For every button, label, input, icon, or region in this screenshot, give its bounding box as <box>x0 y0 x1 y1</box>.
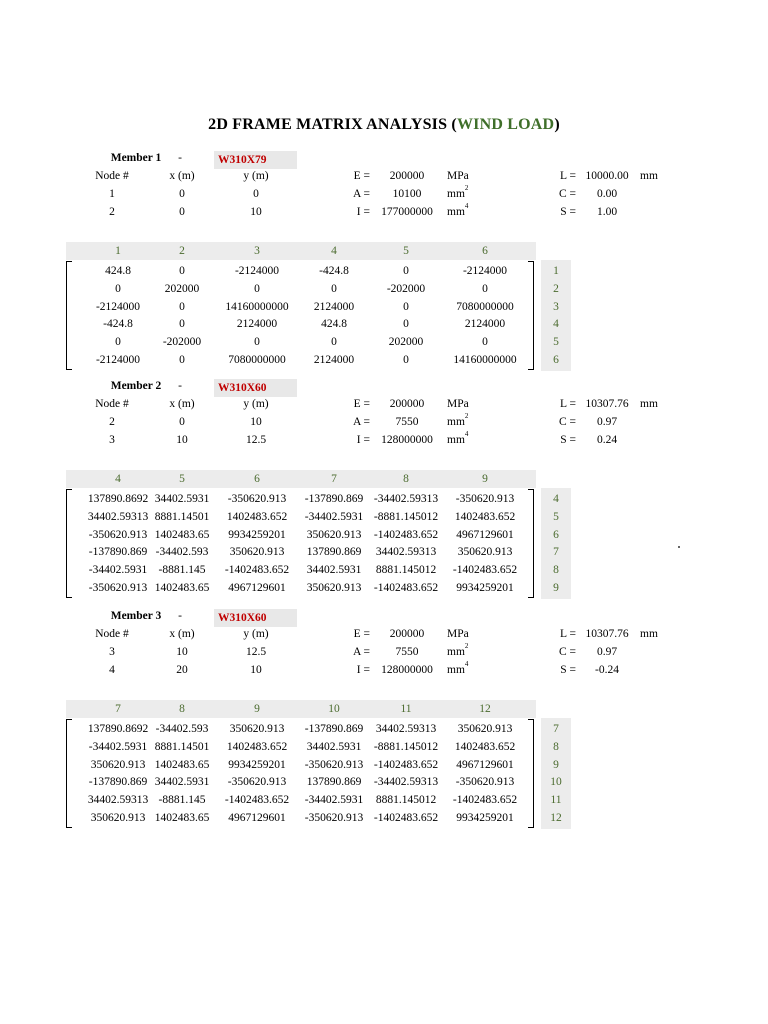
node-y: 10 <box>250 206 262 218</box>
node-y: 0 <box>253 188 259 200</box>
matrix-cell: -350620.913 <box>88 582 148 594</box>
matrix-cell: -202000 <box>386 282 426 295</box>
matrix-cell: 34402.59313 <box>87 510 149 523</box>
s-label: S = <box>560 434 576 446</box>
matrix-cell: 4967129601 <box>456 758 514 771</box>
matrix-cell: -34402.5931 <box>304 794 364 807</box>
matrix-cell: 9934259201 <box>456 812 514 824</box>
dof-side-label: 5 <box>553 510 559 523</box>
s-value: 0.24 <box>596 434 618 446</box>
member-label: Member 2 <box>110 380 162 392</box>
e-value: 200000 <box>389 398 425 410</box>
l-value: 10000.00 <box>585 170 629 182</box>
matrix-row <box>0 543 560 561</box>
i-unit-text: mm <box>447 664 465 676</box>
matrix-cell: 137890.869 <box>306 546 362 559</box>
matrix-cell: -34402.59313 <box>373 493 439 505</box>
matrix-cell: -137890.869 <box>88 546 148 559</box>
dof-header: 7 <box>331 473 337 485</box>
c-value: 0.97 <box>596 416 618 428</box>
a-value: 7550 <box>395 416 419 428</box>
matrix-cell: 137890.8692 <box>87 493 149 505</box>
i-label: I = <box>356 206 370 218</box>
matrix-cell: -8881.145 <box>158 794 206 807</box>
matrix-cell: -350620.913 <box>227 776 287 789</box>
dof-side-label: 9 <box>553 582 559 594</box>
dof-header: 4 <box>331 245 337 257</box>
dof-header-band <box>66 470 536 488</box>
matrix-cell: 350620.913 <box>457 546 513 559</box>
matrix-row <box>0 809 560 827</box>
matrix-cell: -350620.913 <box>304 812 364 824</box>
matrix-cell: 1402483.652 <box>226 510 288 523</box>
e-unit: MPa <box>447 628 469 640</box>
a-unit <box>447 184 487 200</box>
matrix-cell: 9934259201 <box>456 582 514 594</box>
node-x: 0 <box>179 416 185 428</box>
matrix-cell: 1402483.65 <box>154 758 210 771</box>
a-label: A = <box>352 188 370 200</box>
c-label: C = <box>558 416 576 428</box>
dof-header: 3 <box>254 245 260 257</box>
node-id: 2 <box>109 206 115 218</box>
member-dash: - <box>178 610 182 622</box>
dof-header: 5 <box>179 473 185 485</box>
matrix-cell: 0 <box>115 282 121 295</box>
node-x: 20 <box>176 664 188 676</box>
matrix-cell: 0 <box>115 336 121 349</box>
member-label: Member 3 <box>110 610 162 622</box>
matrix-cell: 1402483.65 <box>154 528 210 541</box>
x-col-header: x (m) <box>169 170 195 182</box>
c-label: C = <box>558 188 576 200</box>
i-value: 128000000 <box>381 434 433 446</box>
dof-header: 9 <box>482 473 488 485</box>
dof-side-label: 9 <box>553 758 559 771</box>
l-unit: mm <box>640 170 658 182</box>
matrix-cell: 14160000000 <box>453 354 517 366</box>
matrix-cell: 7080000000 <box>456 300 514 313</box>
matrix-cell: 1402483.652 <box>226 740 288 753</box>
matrix-cell: 0 <box>179 318 185 331</box>
matrix-cell: -2124000 <box>95 300 141 313</box>
node-id: 3 <box>109 434 115 446</box>
matrix-cell: -34402.593 <box>155 546 209 559</box>
matrix-cell: 2124000 <box>313 354 355 366</box>
dof-side-band <box>541 488 571 599</box>
i-unit-exponent: 4 <box>464 202 469 211</box>
a-unit-text: mm <box>447 188 465 200</box>
matrix-cell: 4967129601 <box>228 582 286 594</box>
i-value: 128000000 <box>381 664 433 676</box>
dof-side-label: 1 <box>553 265 559 277</box>
matrix-cell: -8881.145012 <box>373 740 439 753</box>
matrix-row <box>0 526 560 544</box>
e-label: E = <box>353 628 370 640</box>
matrix-cell: 4967129601 <box>228 812 286 824</box>
c-value: 0.00 <box>596 188 618 200</box>
i-unit <box>447 430 487 446</box>
matrix-cell: 9934259201 <box>228 528 286 541</box>
a-unit <box>447 642 487 658</box>
e-value: 200000 <box>389 170 425 182</box>
e-unit: MPa <box>447 398 469 410</box>
matrix-cell: 350620.913 <box>90 812 146 824</box>
s-value: -0.24 <box>595 664 619 676</box>
x-col-header: x (m) <box>169 398 195 410</box>
matrix-row <box>0 351 560 369</box>
matrix-cell: 350620.913 <box>90 758 146 771</box>
matrix-cell: 0 <box>179 300 185 313</box>
node-id: 4 <box>109 664 115 676</box>
node-y: 12.5 <box>245 646 267 658</box>
matrix-cell: 8881.14501 <box>154 740 210 753</box>
node-col-header: Node # <box>95 398 129 410</box>
matrix-cell: 0 <box>403 265 409 277</box>
a-value: 10100 <box>392 188 422 200</box>
i-unit <box>447 202 487 218</box>
l-label: L = <box>560 628 576 640</box>
dof-header: 12 <box>479 703 491 715</box>
x-col-header: x (m) <box>169 628 195 640</box>
dof-side-label: 7 <box>553 546 559 559</box>
dof-header: 8 <box>179 703 185 715</box>
dof-header: 4 <box>115 473 121 485</box>
node-x: 0 <box>179 206 185 218</box>
matrix-row <box>0 756 560 774</box>
matrix-cell: 202000 <box>388 336 424 349</box>
matrix-cell: 34402.59313 <box>375 723 437 735</box>
dof-header-band <box>66 700 536 718</box>
matrix-row <box>0 720 560 738</box>
a-unit-exponent: 2 <box>464 184 469 193</box>
dof-side-label: 4 <box>553 318 559 331</box>
matrix-cell: 350620.913 <box>306 582 362 594</box>
dof-side-label: 12 <box>550 812 562 824</box>
i-unit-exponent: 4 <box>464 430 469 439</box>
matrix-cell: -1402483.652 <box>452 564 518 577</box>
a-unit-exponent: 2 <box>464 412 469 421</box>
i-label: I = <box>356 664 370 676</box>
c-label: C = <box>558 646 576 658</box>
matrix-cell: 34402.5931 <box>154 776 210 789</box>
matrix-cell: 8881.145012 <box>375 564 437 577</box>
i-unit-text: mm <box>447 206 465 218</box>
matrix-row <box>0 561 560 579</box>
dof-side-band <box>541 260 571 371</box>
s-value: 1.00 <box>596 206 618 218</box>
dof-side-label: 6 <box>553 528 559 541</box>
a-value: 7550 <box>395 646 419 658</box>
matrix-cell: 0 <box>482 336 488 349</box>
dof-header: 10 <box>328 703 340 715</box>
dof-side-label: 2 <box>553 282 559 295</box>
dof-header: 6 <box>482 245 488 257</box>
matrix-cell: 424.8 <box>321 318 347 331</box>
matrix-row <box>0 298 560 316</box>
matrix-cell: -2124000 <box>234 265 280 277</box>
matrix-cell: 2124000 <box>313 300 355 313</box>
a-label: A = <box>352 646 370 658</box>
matrix-cell: -1402483.652 <box>373 528 439 541</box>
node-col-header: Node # <box>95 170 129 182</box>
matrix-cell: 0 <box>403 300 409 313</box>
matrix-cell: -137890.869 <box>88 776 148 789</box>
matrix-cell: 137890.8692 <box>87 723 149 735</box>
matrix-cell: 34402.5931 <box>306 564 362 577</box>
member-dash: - <box>178 152 182 164</box>
dof-header: 5 <box>403 245 409 257</box>
dof-side-label: 8 <box>553 564 559 577</box>
dof-side-label: 6 <box>553 354 559 366</box>
page-title: 2D FRAME MATRIX ANALYSIS (WIND LOAD) <box>208 116 560 133</box>
dof-header-band <box>66 242 536 260</box>
i-unit-text: mm <box>447 434 465 446</box>
matrix-cell: 34402.59313 <box>87 794 149 807</box>
node-x: 10 <box>176 646 188 658</box>
matrix-row <box>0 791 560 809</box>
y-col-header: y (m) <box>243 170 269 182</box>
matrix-cell: 2124000 <box>464 318 506 331</box>
matrix-row <box>0 490 560 508</box>
matrix-cell: 137890.869 <box>306 776 362 789</box>
c-value: 0.97 <box>596 646 618 658</box>
s-label: S = <box>560 206 576 218</box>
i-value: 177000000 <box>381 206 433 218</box>
matrix-cell: 350620.913 <box>229 546 285 559</box>
dof-header: 11 <box>400 703 412 715</box>
matrix-cell: -34402.5931 <box>304 510 364 523</box>
matrix-cell: -34402.593 <box>155 723 209 735</box>
dof-side-label: 4 <box>553 493 559 505</box>
matrix-cell: -1402483.652 <box>373 812 439 824</box>
y-col-header: y (m) <box>243 398 269 410</box>
matrix-cell: -350620.913 <box>455 493 515 505</box>
section-name: W310X60 <box>214 379 297 397</box>
matrix-cell: 0 <box>403 318 409 331</box>
e-label: E = <box>353 398 370 410</box>
matrix-row <box>0 773 560 791</box>
matrix-cell: 34402.59313 <box>375 546 437 559</box>
i-label: I = <box>356 434 370 446</box>
matrix-cell: 0 <box>482 282 488 295</box>
matrix-cell: -1402483.652 <box>224 564 290 577</box>
matrix-cell: 1402483.65 <box>154 812 210 824</box>
dof-side-label: 10 <box>550 776 562 789</box>
node-id: 2 <box>109 416 115 428</box>
s-label: S = <box>560 664 576 676</box>
matrix-cell: 0 <box>179 265 185 277</box>
dof-side-band <box>541 718 571 829</box>
dof-side-label: 5 <box>553 336 559 349</box>
matrix-cell: 8881.14501 <box>154 510 210 523</box>
stray-dot <box>678 546 680 548</box>
matrix-row <box>0 315 560 333</box>
node-y: 10 <box>250 416 262 428</box>
l-unit: mm <box>640 628 658 640</box>
matrix-cell: -350620.913 <box>227 493 287 505</box>
node-y: 10 <box>250 664 262 676</box>
section-name: W310X60 <box>214 609 297 627</box>
dof-side-label: 3 <box>553 300 559 313</box>
matrix-cell: -350620.913 <box>304 758 364 771</box>
member-dash: - <box>178 380 182 392</box>
dof-header: 9 <box>254 703 260 715</box>
matrix-cell: -1402483.652 <box>452 794 518 807</box>
matrix-cell: -202000 <box>162 336 202 349</box>
matrix-row <box>0 579 560 597</box>
dof-header: 7 <box>115 703 121 715</box>
a-unit-text: mm <box>447 416 465 428</box>
matrix-row <box>0 738 560 756</box>
matrix-cell: 14160000000 <box>225 300 289 313</box>
l-label: L = <box>560 398 576 410</box>
matrix-cell: 4967129601 <box>456 528 514 541</box>
matrix-row <box>0 508 560 526</box>
matrix-cell: 34402.5931 <box>306 740 362 753</box>
matrix-cell: 7080000000 <box>228 354 286 366</box>
l-value: 10307.76 <box>585 628 629 640</box>
matrix-cell: 9934259201 <box>228 758 286 771</box>
matrix-cell: 2124000 <box>236 318 278 331</box>
matrix-cell: -1402483.652 <box>224 794 290 807</box>
matrix-cell: 34402.5931 <box>154 493 210 505</box>
node-id: 1 <box>109 188 115 200</box>
title-accent: WIND LOAD <box>456 116 555 133</box>
node-y: 12.5 <box>245 434 267 446</box>
member-label: Member 1 <box>110 152 162 164</box>
section-name: W310X79 <box>214 151 297 169</box>
matrix-cell: -1402483.652 <box>373 758 439 771</box>
dof-header: 1 <box>115 245 121 257</box>
matrix-cell: -424.8 <box>103 318 133 331</box>
matrix-cell: -1402483.652 <box>373 582 439 594</box>
a-unit-exponent: 2 <box>464 642 469 651</box>
matrix-cell: -34402.5931 <box>88 740 148 753</box>
matrix-cell: 0 <box>331 282 337 295</box>
l-label: L = <box>560 170 576 182</box>
matrix-cell: -34402.5931 <box>88 564 148 577</box>
matrix-row <box>0 333 560 351</box>
matrix-cell: 350620.913 <box>306 528 362 541</box>
matrix-cell: 0 <box>179 354 185 366</box>
matrix-cell: 350620.913 <box>457 723 513 735</box>
matrix-cell: 424.8 <box>105 265 131 277</box>
matrix-cell: -137890.869 <box>304 723 364 735</box>
matrix-cell: -8881.145 <box>158 564 206 577</box>
matrix-cell: -2124000 <box>95 354 141 366</box>
dof-side-label: 7 <box>553 723 559 735</box>
node-col-header: Node # <box>95 628 129 640</box>
l-value: 10307.76 <box>585 398 629 410</box>
matrix-cell: 8881.145012 <box>375 794 437 807</box>
dof-header: 2 <box>179 245 185 257</box>
matrix-cell: -8881.145012 <box>373 510 439 523</box>
matrix-cell: 0 <box>254 282 260 295</box>
e-label: E = <box>353 170 370 182</box>
node-x: 0 <box>179 188 185 200</box>
i-unit <box>447 660 487 676</box>
i-unit-exponent: 4 <box>464 660 469 669</box>
y-col-header: y (m) <box>243 628 269 640</box>
matrix-cell: -34402.59313 <box>373 776 439 789</box>
node-id: 3 <box>109 646 115 658</box>
dof-side-label: 8 <box>553 740 559 753</box>
matrix-cell: 0 <box>254 336 260 349</box>
matrix-cell: -350620.913 <box>88 528 148 541</box>
dof-header: 6 <box>254 473 260 485</box>
matrix-cell: 202000 <box>164 282 200 295</box>
a-label: A = <box>352 416 370 428</box>
matrix-cell: 1402483.65 <box>154 582 210 594</box>
a-unit <box>447 412 487 428</box>
matrix-cell: 1402483.652 <box>454 510 516 523</box>
matrix-cell: 1402483.652 <box>454 740 516 753</box>
e-unit: MPa <box>447 170 469 182</box>
matrix-cell: 0 <box>331 336 337 349</box>
matrix-cell: 0 <box>403 354 409 366</box>
matrix-cell: -137890.869 <box>304 493 364 505</box>
dof-side-label: 11 <box>550 794 562 807</box>
l-unit: mm <box>640 398 658 410</box>
matrix-cell: -350620.913 <box>455 776 515 789</box>
matrix-cell: -2124000 <box>462 265 508 277</box>
matrix-cell: 350620.913 <box>229 723 285 735</box>
a-unit-text: mm <box>447 646 465 658</box>
matrix-row <box>0 262 560 280</box>
node-x: 10 <box>176 434 188 446</box>
matrix-row <box>0 280 560 298</box>
dof-header: 8 <box>403 473 409 485</box>
e-value: 200000 <box>389 628 425 640</box>
matrix-cell: -424.8 <box>319 265 349 277</box>
